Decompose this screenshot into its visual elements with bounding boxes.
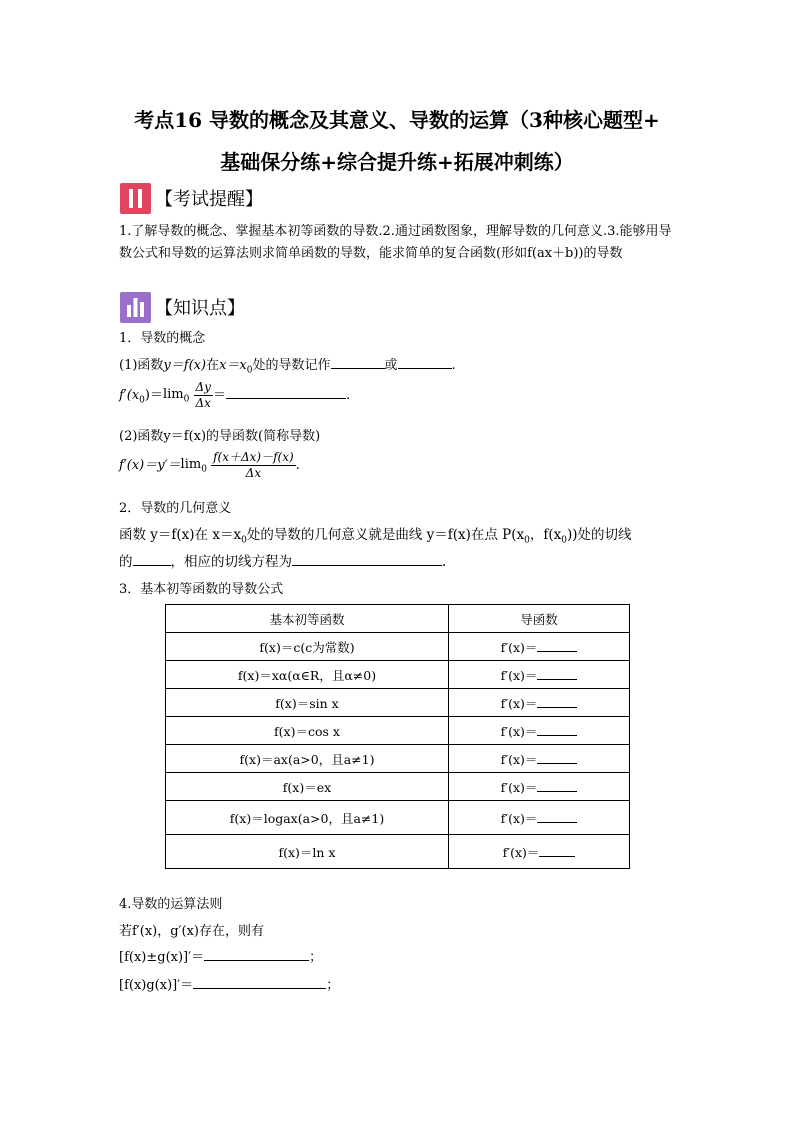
deriv-cell: f′(x)＝ <box>449 689 630 717</box>
k2-heading: 2．导数的几何意义 <box>119 501 232 516</box>
exam-paragraph: 1.了解导数的概念、掌握基本初等函数的导数.2.通过函数图象，理解导数的几何意义.3.能够用导数公式和导数的运算法则求简单函数的导数，能求简单的复合函数(形如f(ax＋b))的导数 <box>119 224 672 261</box>
fraction-dy-dx: $\frac{\Delta y}{\Delta x}$ <box>195 380 211 410</box>
pause-bars-icon <box>120 183 151 214</box>
k4-rule2: [f(x)g(x)]′＝ ； <box>119 978 340 993</box>
deriv-cell: f′(x)＝ <box>449 745 630 773</box>
answer-blank <box>537 667 577 680</box>
bar-chart-icon <box>120 292 151 323</box>
k1-formula2: $f'(x)=y'=\lim_0$ $\frac{f(x+\Delta x)-f(x)}{\Delta x}$ . <box>119 450 300 480</box>
answer-blank <box>537 723 577 736</box>
k1-line2: (2)函数y＝f(x)的导函数(简称导数) <box>119 429 321 444</box>
deriv-cell: f′(x)＝ <box>449 717 630 745</box>
answer-blank <box>204 948 309 961</box>
answer-blank <box>537 779 577 792</box>
k3-heading: 3．基本初等函数的导数公式 <box>119 582 284 597</box>
exam-section-label: 【考试提醒】 <box>155 189 263 210</box>
deriv-cell: f′(x)＝ <box>449 801 630 835</box>
k2-text-line1: 函数 y＝f(x)在 $x=x_0$处的导数的几何意义就是曲线 y＝f(x)在点 $P(x_0$，$f(x_0)$)处的切线 <box>119 527 632 546</box>
answer-blank <box>398 356 452 369</box>
k2-text-line2: 的 ，相应的切线方程为 . <box>119 554 447 570</box>
k1-formula1: $f'(x_0)=\lim_0$ $\frac{\Delta y}{\Delta x}$ ＝ . <box>119 380 351 410</box>
deriv-cell: f′(x)＝ <box>449 661 630 689</box>
answer-blank <box>292 553 442 566</box>
func-cell: f(x)＝sin x <box>166 689 449 717</box>
answer-blank <box>539 844 575 857</box>
table-row <box>166 689 630 717</box>
func-cell: f(x)＝logax(a>0，且a≠1) <box>166 801 449 835</box>
answer-blank <box>193 976 326 989</box>
knowledge-section-header <box>120 290 245 324</box>
page-title-line2: 基础保分练+综合提升练+拓展冲刺练） <box>220 150 574 174</box>
derivative-table <box>165 604 630 869</box>
func-cell: f(x)＝c(c为常数) <box>166 633 449 661</box>
table-row <box>166 745 630 773</box>
answer-blank <box>537 810 577 823</box>
func-cell: f(x)＝xα(α∈R，且α≠0) <box>166 661 449 689</box>
k4-line1: 若f′(x)，g′(x)存在，则有 <box>119 924 264 939</box>
deriv-cell: f′(x)＝ <box>449 633 630 661</box>
k4-rule1: [f(x)±g(x)]′＝ ； <box>119 950 323 965</box>
func-cell: f(x)＝ex <box>166 773 449 801</box>
func-cell: f(x)＝ax(a>0，且a≠1) <box>166 745 449 773</box>
table-row <box>166 633 630 661</box>
table-row <box>166 773 630 801</box>
answer-blank <box>537 639 577 652</box>
table-row <box>166 801 630 835</box>
k1-heading: 1．导数的概念 <box>119 331 206 346</box>
knowledge-section-label: 【知识点】 <box>155 298 245 319</box>
exam-section-header <box>120 181 263 215</box>
answer-blank <box>537 695 577 708</box>
table-row <box>166 717 630 745</box>
table-row <box>166 835 630 869</box>
deriv-cell: f′(x)＝ <box>449 773 630 801</box>
answer-blank <box>331 356 385 369</box>
table-row <box>166 661 630 689</box>
fraction-derivative-def: $\frac{f(x+\Delta x)-f(x)}{\Delta x}$ <box>213 450 294 480</box>
k1-line1: (1)函数y＝f(x)在$x=x_0$处的导数记作 或 . <box>119 358 456 376</box>
k4-heading: 4.导数的运算法则 <box>119 897 223 912</box>
table-header-row <box>166 605 630 633</box>
table-header-func: 基本初等函数 <box>166 605 449 633</box>
func-cell: f(x)＝ln x <box>166 835 449 869</box>
deriv-cell: f′(x)＝ <box>449 835 630 869</box>
answer-blank <box>537 751 577 764</box>
answer-blank <box>226 386 346 399</box>
table-header-deriv: 导函数 <box>449 605 630 633</box>
page-title-line1: 考点16 导数的概念及其意义、导数的运算（3种核心题型+ <box>134 108 660 132</box>
answer-blank <box>133 553 171 566</box>
func-cell: f(x)＝cos x <box>166 717 449 745</box>
